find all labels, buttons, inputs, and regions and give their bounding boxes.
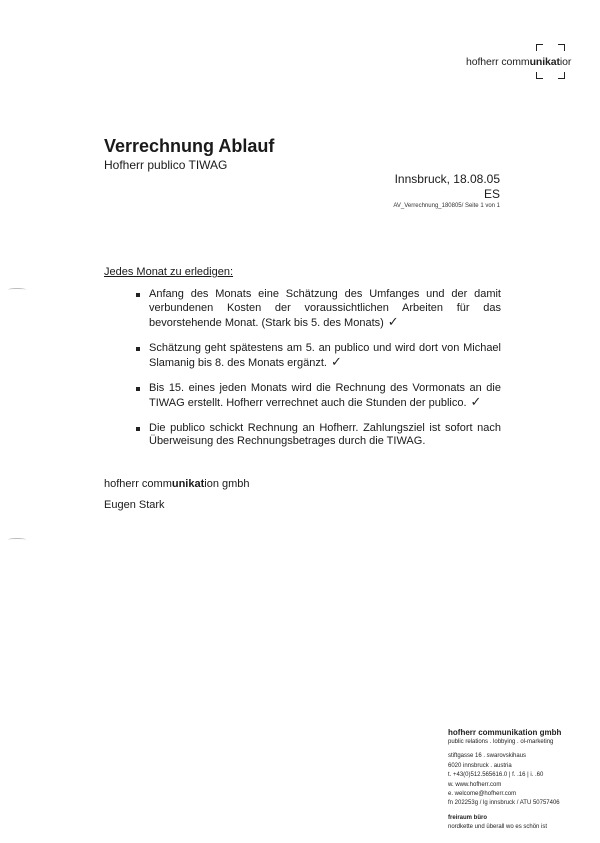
logo-wordmark: hofherr communikatior	[466, 56, 572, 68]
footer-branch-title: freiraum büro	[448, 814, 488, 821]
step-text: Die publico schickt Rechnung an Hofherr. Zahlungsziel ist sofort nach Überweisung des Rechnungsbetrages durch die TIWAG.	[149, 421, 501, 447]
author-initials: ES	[483, 187, 500, 201]
document-reference: AV_Verrechnung_180805/ Seite 1 von 1	[393, 203, 500, 209]
footer-address-line: 6020 innsbruck . austria	[448, 762, 512, 769]
dateline	[393, 172, 500, 211]
list-item	[149, 288, 501, 331]
place-and-date: Innsbruck, 18.08.05	[394, 172, 500, 186]
checkmark-icon: ✓	[387, 314, 399, 329]
signer-name: Eugen Stark	[104, 499, 165, 511]
logo-corner-bottom-left	[536, 72, 543, 79]
footer-branch-text: nordkette und überall wo es schön ist	[448, 824, 548, 831]
list-item	[149, 422, 501, 449]
footer-phone: t. +43(0)512.565616.0 | f. .16 | i. .60	[448, 772, 544, 779]
list-item	[149, 342, 501, 371]
logo-corner-top-left	[536, 44, 543, 51]
bullet-square-icon	[136, 427, 140, 431]
logo-corner-top-right	[558, 44, 565, 51]
signature-company: hofherr communikation gmbh	[104, 478, 250, 490]
checkmark-icon: ✓	[330, 354, 342, 369]
bullet-square-icon	[136, 387, 140, 391]
step-text: Bis 15. eines jeden Monats wird die Rechnung des Vormonats an die TIWAG erstellt. Hofherr verrechnet auch die Stunden der publico.	[149, 381, 501, 409]
company-logo	[466, 44, 584, 82]
scan-mark	[8, 538, 26, 541]
step-text: Schätzung geht spätestens am 5. an publico und wird dort von Michael Slamanig bis 8. des Monats ergänzt.	[149, 341, 501, 369]
footer-company-name: hofherr communikation gmbh	[448, 728, 562, 737]
checkmark-icon: ✓	[470, 394, 482, 409]
footer-address-line: stiftgasse 16 . swarovskihaus	[448, 753, 527, 760]
process-steps-list	[149, 288, 501, 460]
letterhead-footer	[448, 728, 590, 833]
step-text: Anfang des Monats eine Schätzung des Umfanges und der damit verbundenen Kosten der voraussichtlichen Arbeiten für das bevorstehende Monat. (Stark bis 5. des Monats)	[149, 288, 501, 329]
scan-mark	[8, 288, 26, 291]
bullet-square-icon	[136, 293, 140, 297]
bullet-square-icon	[136, 347, 140, 351]
list-item	[149, 382, 501, 411]
footer-services: public relations . lobbying . ol-marketing	[448, 739, 554, 745]
logo-corner-bottom-right	[558, 72, 565, 79]
document-title: Verrechnung Ablauf	[104, 136, 275, 156]
footer-website: w. www.hofherr.com	[448, 781, 502, 788]
section-heading: Jedes Monat zu erledigen:	[104, 266, 234, 278]
document-subtitle: Hofherr publico TIWAG	[104, 158, 228, 172]
footer-email: e. welcome@hofherr.com	[448, 791, 517, 798]
footer-register: fn 202253g / lg innsbruck / ATU 50757406	[448, 800, 560, 807]
